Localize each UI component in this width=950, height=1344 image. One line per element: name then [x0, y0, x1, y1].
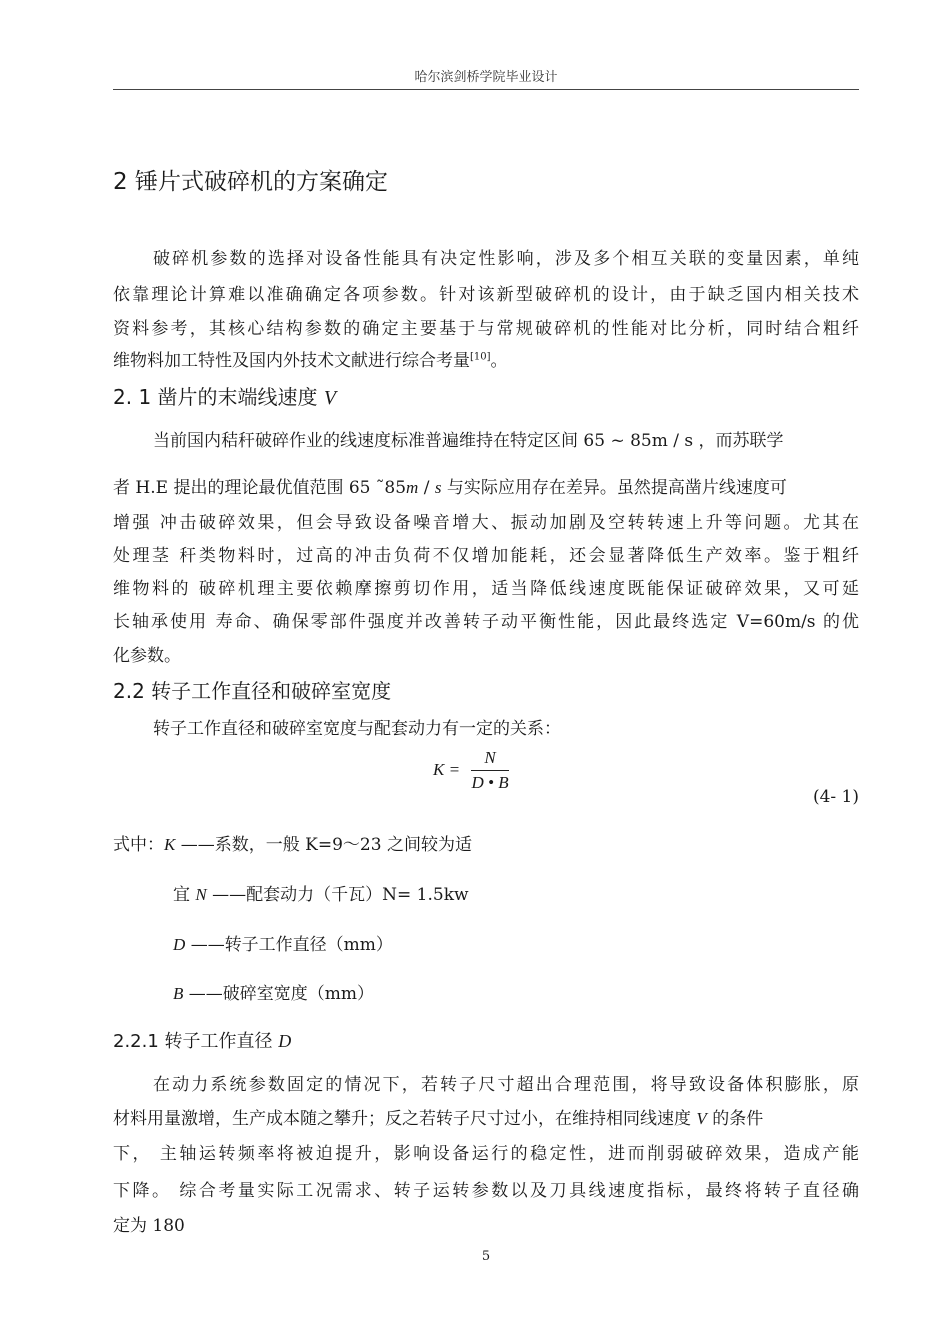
- definition-k: 式中：K ——系数，一般 K=9～23 之间较为适: [113, 835, 472, 855]
- citation: [10]: [470, 351, 491, 363]
- fraction: $\frac{N}{D • B}$: [471, 748, 509, 792]
- paragraph-line: 下， 主轴运转频率将被迫提升，影响设备运行的稳定性，进而削弱破碎效果，造成产能: [113, 1144, 859, 1164]
- section-heading-2-2: 2.2 转子工作直径和破碎室宽度: [113, 679, 392, 703]
- paragraph-line: 长轴承使用 寿命、确保零部件强度并改善转子动平衡性能，因此最终选定 V=60m/s 的优: [113, 612, 859, 632]
- paragraph-line: 处理茎 秆类物料时，过高的冲击负荷不仅增加能耗，还会显著降低生产效率。鉴于粗纤: [113, 546, 859, 566]
- section-heading-2-2-1: 2.2.1 转子工作直径 D: [113, 1031, 292, 1052]
- paragraph-line: 依靠理论计算难以准确确定各项参数。针对该新型破碎机的设计，由于缺乏国内相关技术: [113, 285, 859, 305]
- paragraph-line: 化参数。: [113, 646, 181, 666]
- section-heading-2-1: 2. 1 凿片的末端线速度 V: [113, 385, 337, 409]
- formula-k: K = $\frac{N}{D • B}$: [433, 748, 509, 792]
- equation-number: (4- 1): [812, 787, 859, 807]
- paragraph-line: 材料用量激增，生产成本随之攀升；反之若转子尺寸过小，在维持相同线速度 V 的条件: [113, 1109, 764, 1129]
- page-number: 5: [481, 1249, 491, 1264]
- chapter-title: 2 锤片式破碎机的方案确定: [113, 169, 388, 195]
- paragraph-line: 维物料的 破碎机理主要依赖摩擦剪切作用，适当降低线速度既能保证破碎效果，又可延: [113, 579, 859, 599]
- header-rule: [113, 89, 859, 90]
- paragraph-line: 增强 冲击破碎效果，但会导致设备噪音增大、振动加剧及空转转速上升等问题。尤其在: [113, 513, 859, 533]
- page-header: 哈尔滨剑桥学院毕业设计: [414, 70, 558, 85]
- definition-b: B ——破碎室宽度（mm）: [173, 984, 375, 1004]
- definition-n: 宜 N ——配套动力（千瓦）N= 1.5kw: [173, 885, 469, 905]
- paragraph-line: 维物料加工特性及国内外技术文献进行综合考量[10]。: [113, 351, 508, 371]
- paragraph-line: 转子工作直径和破碎室宽度与配套动力有一定的关系：: [153, 719, 561, 739]
- definition-d: D ——转子工作直径（mm）: [173, 935, 393, 955]
- paragraph-line: 当前国内秸秆破碎作业的线速度标准普遍维持在特定区间 65 ~ 85m / s ，而苏联学: [153, 431, 784, 451]
- paragraph-line: 在动力系统参数固定的情况下，若转子尺寸超出合理范围，将导致设备体积膨胀，原: [153, 1075, 859, 1095]
- paragraph-line: 定为 180: [113, 1216, 185, 1236]
- paragraph-line: 破碎机参数的选择对设备性能具有决定性影响，涉及多个相互关联的变量因素，单纯: [153, 249, 859, 269]
- paragraph-line: 下降。 综合考量实际工况需求、转子运转参数以及刀具线速度指标，最终将转子直径确: [113, 1181, 859, 1201]
- paragraph-line: 者 H.E 提出的理论最优值范围 65 ˜85m / s 与实际应用存在差异。虽然提高凿片线速度可: [113, 478, 787, 498]
- symbol-d: D: [278, 1031, 292, 1051]
- paragraph-line: 资料参考，其核心结构参数的确定主要基于与常规破碎机的性能对比分析，同时结合粗纤: [113, 319, 859, 339]
- symbol-v: V: [323, 387, 337, 409]
